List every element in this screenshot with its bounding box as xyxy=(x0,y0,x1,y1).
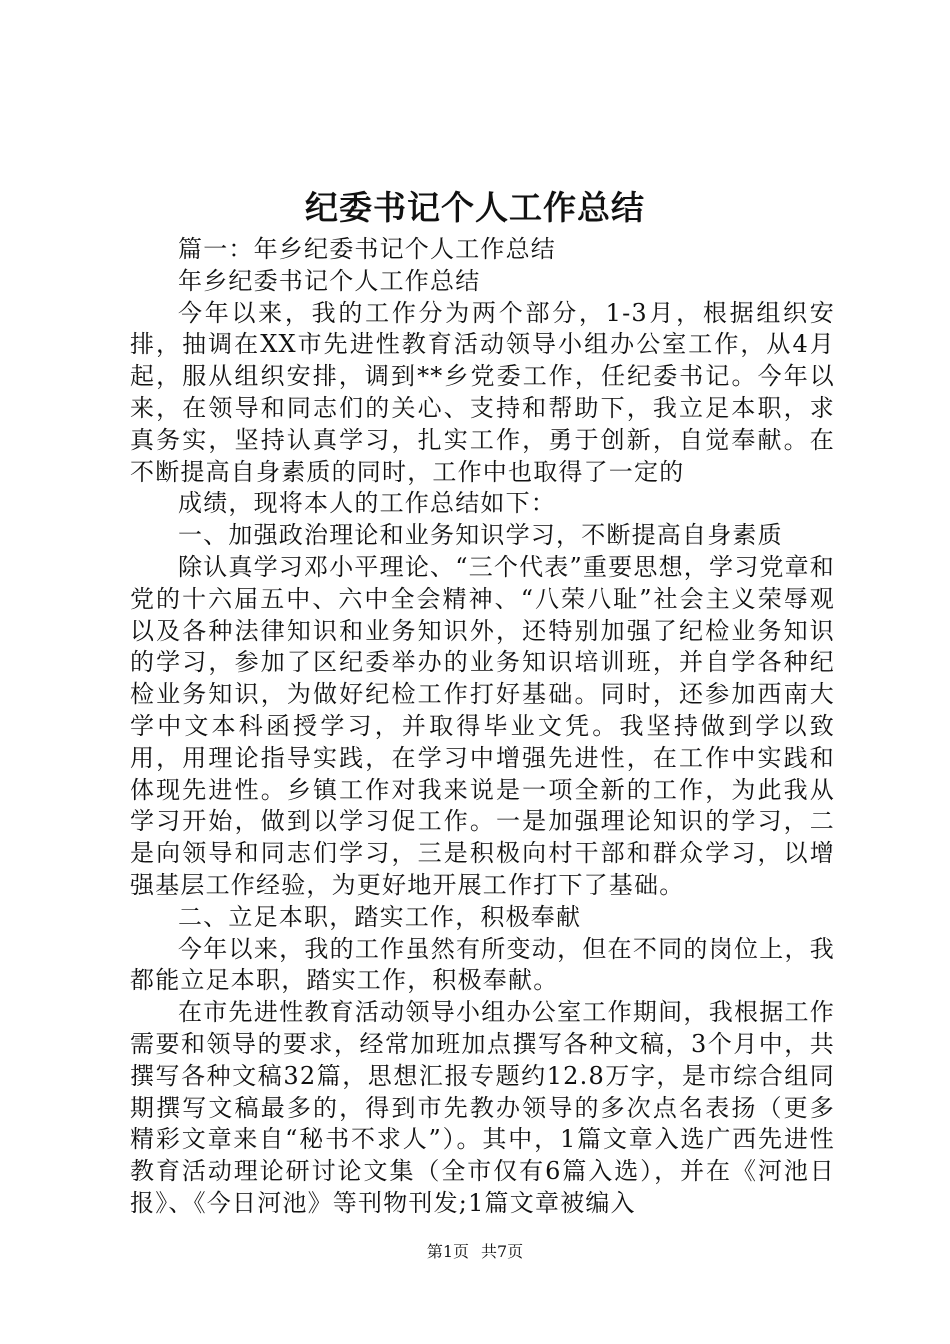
paragraph: 今年以来，我的工作分为两个部分，1-3月，根据组织安排，抽调在XX市先进性教育活动领导小组办公室工作，从4月起，服从组织安排，调到**乡党委工作，任纪委书记。今年以来，在领导和同志们的关心、支持和帮助下，我立足本职，求真务实，坚持认真学习，扎实工作，勇于创新，自觉奉献。在不断提高自身素质的同时，工作中也取得了一定的 xyxy=(130,298,835,486)
section-heading: 一、加强政治理论和业务知识学习，不断提高自身素质 xyxy=(178,521,783,550)
paragraph: 年乡纪委书记个人工作总结 xyxy=(178,266,481,295)
paragraph: 篇一：年乡纪委书记个人工作总结 xyxy=(178,235,556,263)
page-total: 共7页 xyxy=(481,1242,524,1261)
paragraph: 成绩，现将本人的工作总结如下： xyxy=(178,489,556,518)
document-body xyxy=(130,234,835,1220)
paragraph: 除认真学习邓小平理论、“三个代表”重要思想，学习党章和党的十六届五中、六中全会精神、“八荣八耻”社会主义荣辱观以及各种法律知识和业务知识外，还特别加强了纪检业务知识的学习，参加了区纪委举办的业务知识培训班，并自学各种纪检业务知识，为做好纪检工作打好基础。同时，还参加西南大学中文本科函授学习，并取得毕业文凭。我坚持做到学以致用，用理论指导实践，在学习中增强先进性，在工作中实践和体现先进性。乡镇工作对我来说是一项全新的工作，为此我从学习开始，做到以学习促工作。一是加强理论知识的学习，二是向领导和同志们学习，三是积极向村干部和群众学习，以增强基层工作经验，为更好地开展工作打下了基础。 xyxy=(130,552,835,899)
page-title: 纪委书记个人工作总结 xyxy=(305,188,645,227)
paragraph: 在市先进性教育活动领导小组办公室工作期间，我根据工作需要和领导的要求，经常加班加点撰写各种文稿，3个月中，共撰写各种文稿32篇，思想汇报专题约12.8万字，是市综合组同期撰写文稿最多的，得到市先教办领导的多次点名表扬（更多精彩文章来自“秘书不求人”）。其中，1篇文章入选广西先进性教育活动理论研讨论文集（全市仅有6篇入选），并在《河池日报》、《今日河池》等刊物刊发;1篇文章被编入 xyxy=(130,998,835,1217)
page-number: 第1页 xyxy=(426,1242,469,1261)
section-heading: 二、立足本职，踏实工作，积极奉献 xyxy=(178,902,582,931)
paragraph: 今年以来，我的工作虽然有所变动，但在不同的岗位上，我都能立足本职，踏实工作，积极奉献。 xyxy=(130,934,835,995)
page-footer xyxy=(0,1241,950,1263)
